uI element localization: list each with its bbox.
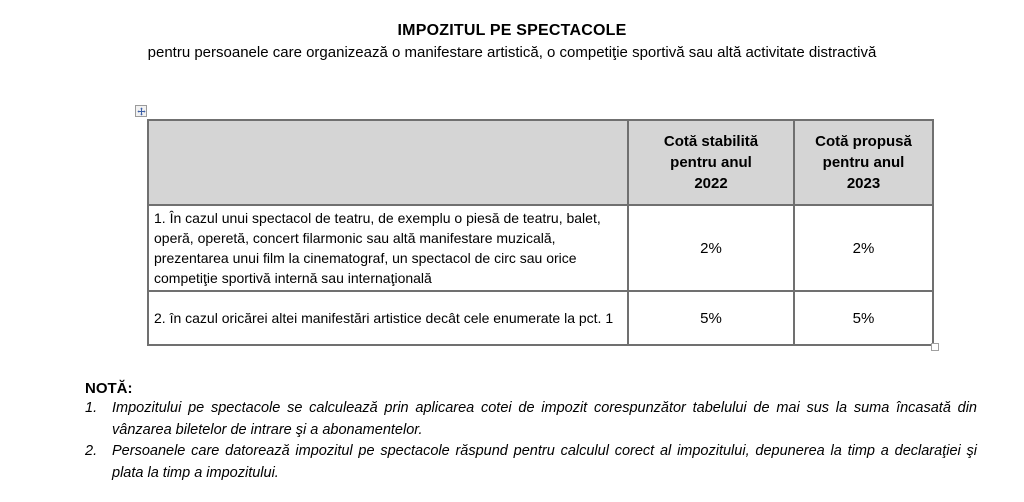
row-description: 1. În cazul unui spectacol de teatru, de exemplu o piesă de teatru, balet, operă, operetă, concert filarmonic sau altă manifestare muzicală, prezentarea unui film la cinematograf, un spectacol de circ sau orice competiţie sportivă internă sau internaţională <box>148 205 628 291</box>
header-cell-empty <box>148 120 628 205</box>
note-text: Persoanele care datorează impozitul pe spectacole răspund pentru calculul corect al impozitului, depunerea la timp a declaraţiei şi plata la timp a impozitului. <box>112 443 977 481</box>
document-subtitle: pentru persoanele care organizează o manifestare artistică, o competiţie sportivă sau altă activitate distractivă <box>147 44 877 61</box>
rate-2023-value: 2% <box>794 205 933 291</box>
header-cell-rate-2022 <box>628 120 794 205</box>
header-line: 2022 <box>694 175 728 192</box>
document-title: IMPOZITUL PE SPECTACOLE <box>397 22 627 39</box>
header-line: 2023 <box>846 175 881 192</box>
note-item <box>85 441 977 484</box>
table-header-row <box>148 120 933 205</box>
note-label: NOTĂ: <box>85 380 133 397</box>
move-cross-icon <box>137 107 146 116</box>
header-line: Cotă propusă <box>815 133 912 150</box>
rate-2022-value: 2% <box>628 205 794 291</box>
note-marker: 2. <box>85 443 98 459</box>
header-line: pentru anul <box>822 154 905 171</box>
tax-rates-table <box>147 119 934 346</box>
note-item <box>85 398 977 441</box>
header-line: pentru anul <box>670 154 752 171</box>
table-row <box>148 291 933 345</box>
notes-section <box>85 380 977 484</box>
row-description: 2. în cazul oricărei altei manifestări artistice decât cele enumerate la pct. 1 <box>148 291 628 345</box>
note-marker: 1. <box>85 400 98 416</box>
rate-2022-value: 5% <box>628 291 794 345</box>
header-line: Cotă stabilită <box>663 133 759 150</box>
table-row <box>148 205 933 291</box>
table-move-handle-icon[interactable] <box>135 105 147 117</box>
note-text: Impozitului pe spectacole se calculează prin aplicarea cotei de impozit corespunzător tabelului de mai sus la suma încasată din vânzarea biletelor de intrare şi a abonamentelor. <box>112 400 977 438</box>
header-cell-rate-2023 <box>794 120 933 205</box>
table-resize-handle-icon[interactable] <box>931 343 939 351</box>
rate-2023-value: 5% <box>794 291 933 345</box>
